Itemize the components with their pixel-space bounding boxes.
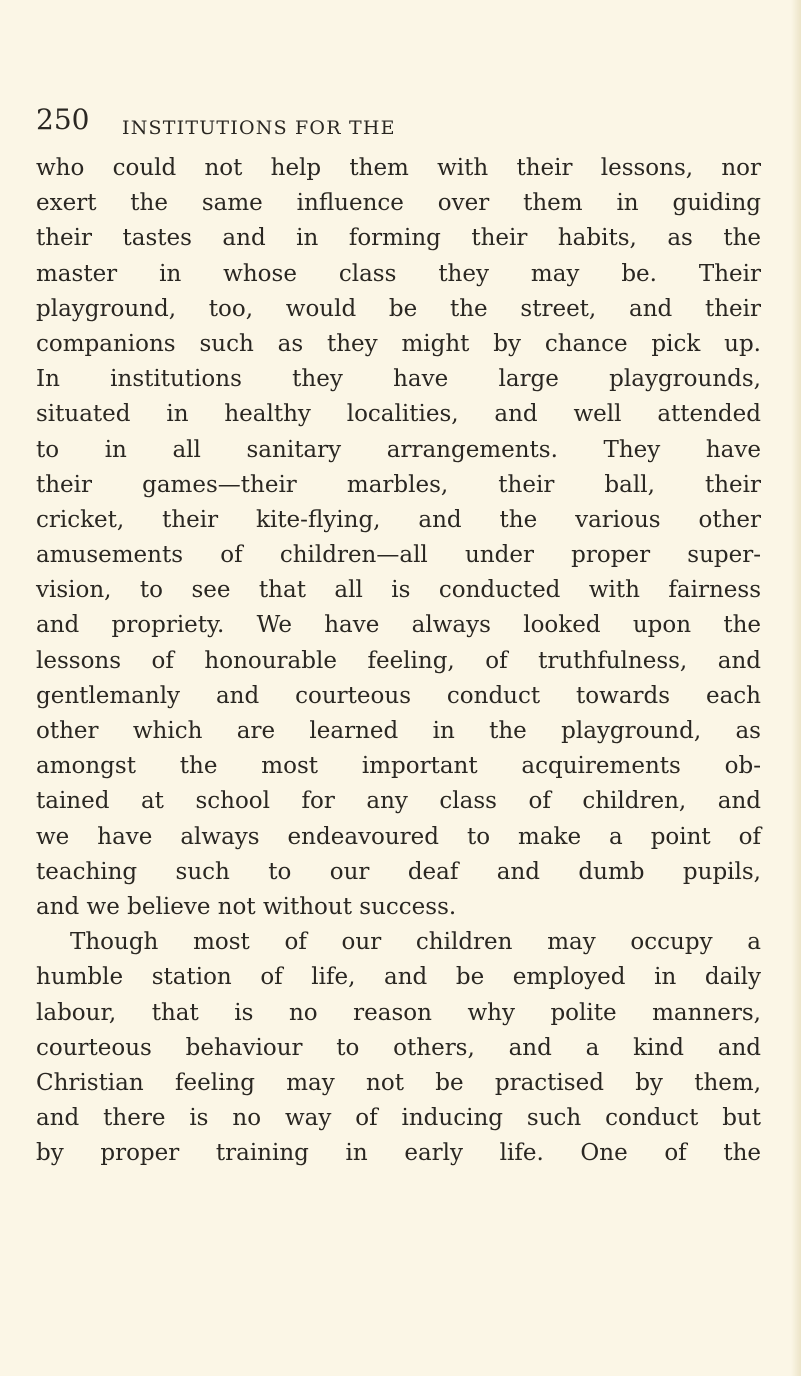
paragraph-end-line: and we believe not without success. [36, 893, 457, 920]
text-line: humble station of life, and be employed in daily [36, 964, 761, 991]
paragraph-start-line: Though most of our children may occupy a [70, 929, 761, 956]
text-line: exert the same influence over them in guiding [36, 190, 761, 217]
text-line: to in all sanitary arrangements. They have [36, 436, 761, 463]
text-line: amongst the most important acquirements ob- [36, 753, 761, 780]
text-line: Christian feeling may not be practised by them, [36, 1069, 761, 1096]
text-line: and there is no way of inducing such conduct but [36, 1105, 761, 1132]
text-line: teaching such to our deaf and dumb pupils, [36, 858, 761, 885]
text-line: lessons of honourable feeling, of truthfulness, and [36, 647, 761, 674]
body-text [36, 151, 761, 1171]
text-line: their tastes and in forming their habits, as the [36, 225, 761, 252]
page-number: 250 [36, 103, 90, 136]
text-line: amusements of children—all under proper super- [36, 542, 761, 569]
text-line: playground, too, would be the street, and their [36, 295, 761, 322]
running-head [36, 103, 756, 149]
text-line: by proper training in early life. One of the [36, 1140, 761, 1167]
text-line: and propriety. We have always looked upon the [36, 612, 761, 639]
text-line: In institutions they have large playgrounds, [36, 366, 761, 393]
text-line: vision, to see that all is conducted with fairness [36, 577, 761, 604]
text-line: who could not help them with their lessons, nor [36, 155, 761, 181]
text-line: their games—their marbles, their ball, their [36, 471, 761, 498]
running-title: INSTITUTIONS FOR THE [122, 117, 396, 139]
text-line: gentlemanly and courteous conduct towards each [36, 682, 761, 709]
text-line: labour, that is no reason why polite manners, [36, 999, 761, 1026]
text-line: tained at school for any class of children, and [36, 788, 761, 815]
text-line: other which are learned in the playground, as [36, 718, 761, 744]
text-line: master in whose class they may be. Their [36, 260, 761, 287]
page-edge-shadow [791, 0, 801, 1376]
text-line: courteous behaviour to others, and a kind and [36, 1034, 761, 1061]
text-line: we have always endeavoured to make a point of [36, 823, 761, 850]
text-line: companions such as they might by chance pick up. [36, 330, 761, 357]
text-line: situated in healthy localities, and well attended [36, 401, 761, 428]
text-line: cricket, their kite-flying, and the various other [36, 506, 761, 533]
